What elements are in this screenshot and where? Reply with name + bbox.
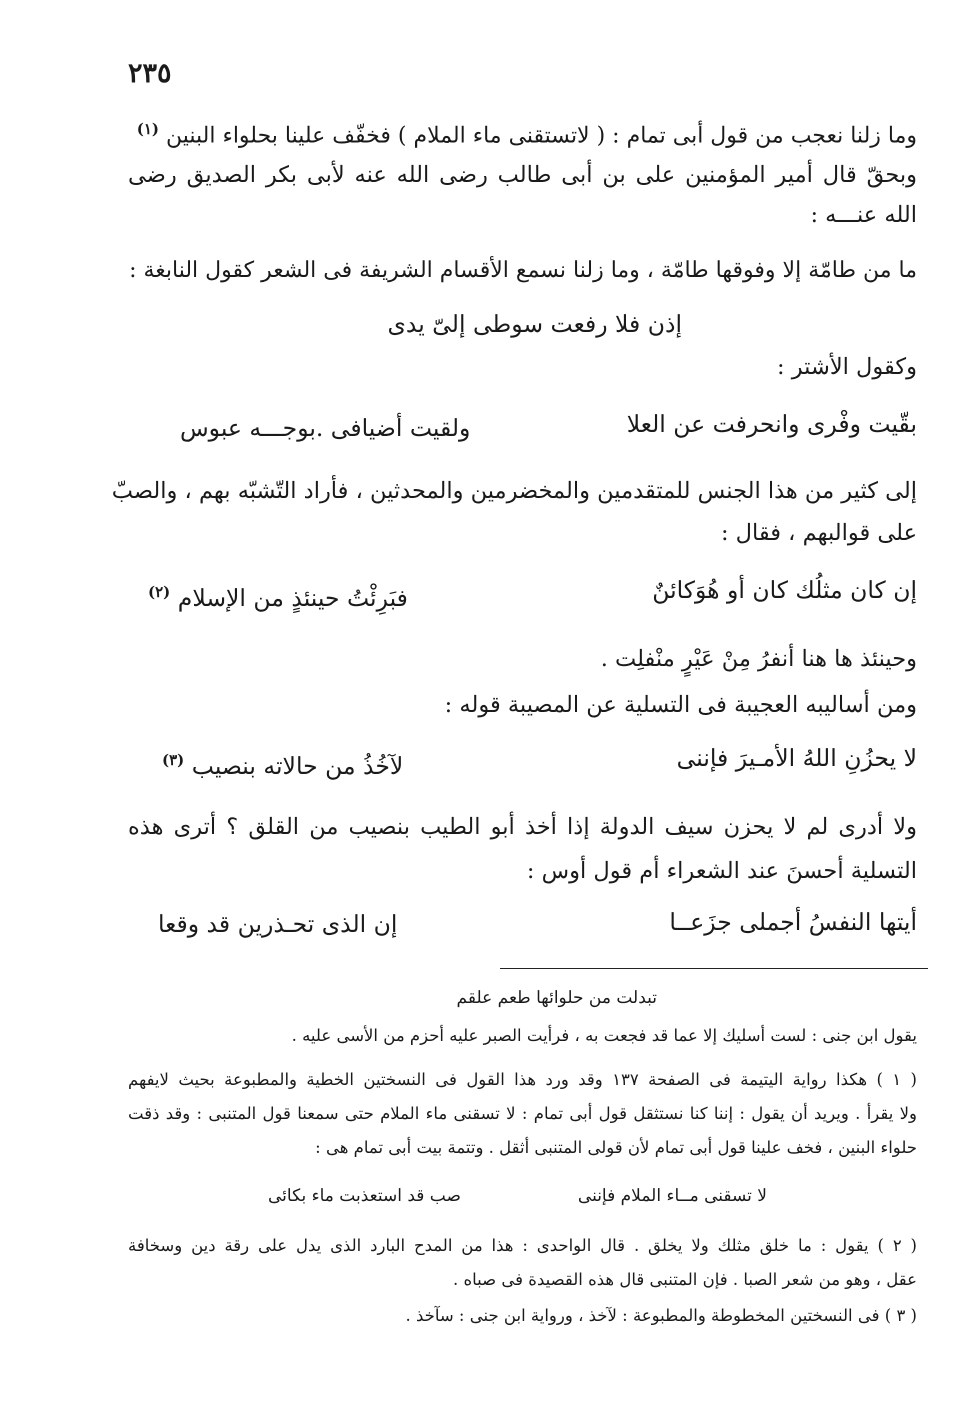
paragraph-1-line-1-text: وما زلنا نعجب من قول أبى تمام : ( لاتستقنى ماء الملام ) فخفّف علينا بحلواء البنين bbox=[166, 123, 917, 149]
footnote-1-line-1: ( ١ ) هكذا رواية اليتيمة فى الصفحة ١٣٧ وقد ورد هذا القول فى النسختين الخطية والمطبوعة بحيث لايفهم bbox=[128, 1070, 917, 1089]
paragraph-1-line-3: الله عنـــه : bbox=[810, 202, 917, 228]
verse-2-hemistich-1: إن كان مثلُك كان أو هُوَكائنٌ bbox=[652, 576, 917, 604]
paragraph-1-line-1 bbox=[137, 112, 917, 153]
footnote-1-line-2: ولا يقرأ . ويريد أن يقول : إننا كنا نستثقل قول أبى تمام : لا تسقنى ماء الملام حتى سمعنا قول المتنبى : وقد ذقت bbox=[128, 1104, 917, 1123]
paragraph-4-line-2: على قوالبهم ، فقال : bbox=[720, 520, 917, 546]
paragraph-4-line-1: إلى كثير من هذا الجنس للمتقدمين والمخضرمين والمحدثين ، فأراد التّشبّه بهم ، والصبّ bbox=[111, 478, 917, 504]
footnote-1-line-3: حلواء البنين ، فخف علينا قول أبى تمام لأن قولى المتنبى أثقل . وتتمة بيت أبى تمام هى : bbox=[315, 1138, 917, 1157]
paragraph-3-line-1: وكقول الأشتر : bbox=[777, 354, 917, 380]
footnote-marker-3: (٣) bbox=[162, 751, 185, 769]
verse-ashtar-hemistich-1: بقّيت وفْرى وانحرفت عن العلا bbox=[626, 410, 917, 438]
verse-ashtar-hemistich-2: ولقيت أضيافى .بوجـــه عبوس bbox=[180, 414, 471, 442]
footnote-marker-2: (٢) bbox=[148, 583, 171, 601]
footnote-2-line-1: ( ٢ ) يقول : ما خلق مثلك ولا يخلق . قال الواحدى : هذا من المدح البارد الذى يدل على رقة دين وسخافة bbox=[128, 1236, 917, 1255]
verse-2-hemistich-2-group bbox=[148, 574, 408, 616]
footnote-3-line-1: ( ٣ ) فى النسختين المخطوطة والمطبوعة : لآخذ ، ورواية ابن جنى : سآخذ . bbox=[405, 1306, 917, 1325]
footnote-separator bbox=[500, 968, 928, 969]
footnote-2-line-2: عقل ، وهو من شعر الصبا . فإن المتنبى قال هذه القصيدة فى صباه . bbox=[453, 1270, 917, 1289]
verse-aws-hemistich-2: إن الذى تحـذرين قد وقعا bbox=[158, 910, 398, 938]
verse-3-hemistich-1: لا يحزُنِ اللهُ الأمـيرَ فإننى bbox=[676, 744, 917, 772]
footnote-marker-1: (١) bbox=[136, 120, 159, 138]
footnote-carryover-verse: تبدلت من حلوائها طعم علقم bbox=[456, 988, 657, 1008]
verse-3-hemistich-2: لآخُذُ من حالاته بنصيب bbox=[191, 751, 404, 780]
page-number: ٢٣٥ bbox=[128, 58, 172, 89]
footnote-1-verse-hemistich-2: صب قد استعذبت ماء بكائى bbox=[268, 1186, 461, 1206]
verse-2-hemistich-2: فبَرِئْتُ حينئذٍ من الإسلام bbox=[177, 583, 408, 612]
paragraph-5-line-1: وحينئذ ها هنا أنفرُ مِنْ عَيْرٍ منْفلِت . bbox=[600, 646, 917, 672]
verse-nabigha: إذن فلا رفعت سوطى إلىّ يدى bbox=[387, 310, 682, 338]
paragraph-2-line-1: ما من طامّة إلا وفوقها طامّة ، وما زلنا نسمع الأقسام الشريفة فى الشعر كقول النابغة : bbox=[129, 258, 917, 283]
paragraph-1-line-2: وبحقّ قال أمير المؤمنين على بن أبى طالب رضى الله عنه لأبى بكر الصديق رضى bbox=[128, 162, 917, 188]
verse-aws-hemistich-1: أيتها النفسُ أجملى جزَعــا bbox=[669, 908, 917, 936]
paragraph-7-line-2: التسلية أحسنَ عند الشعراء أم قول أوس : bbox=[526, 858, 917, 884]
paragraph-7-line-1: ولا أدرى لم لا يحزن سيف الدولة إذا أخذ أبو الطيب بنصيب من القلق ؟ أترى هذه bbox=[128, 814, 917, 840]
footnote-1-verse-hemistich-1: لا تسقنى مــاء الملام فإننى bbox=[577, 1186, 767, 1206]
paragraph-6-line-1: ومن أساليبه العجيبة فى التسلية عن المصيبة قوله : bbox=[444, 692, 917, 718]
footnote-carryover-line: يقول ابن جنى : لست أسليك إلا عما قد فجعت به ، فرأيت الصبر عليه أحزم من الأسى عليه . bbox=[291, 1026, 917, 1045]
verse-3-hemistich-2-group bbox=[162, 742, 403, 784]
